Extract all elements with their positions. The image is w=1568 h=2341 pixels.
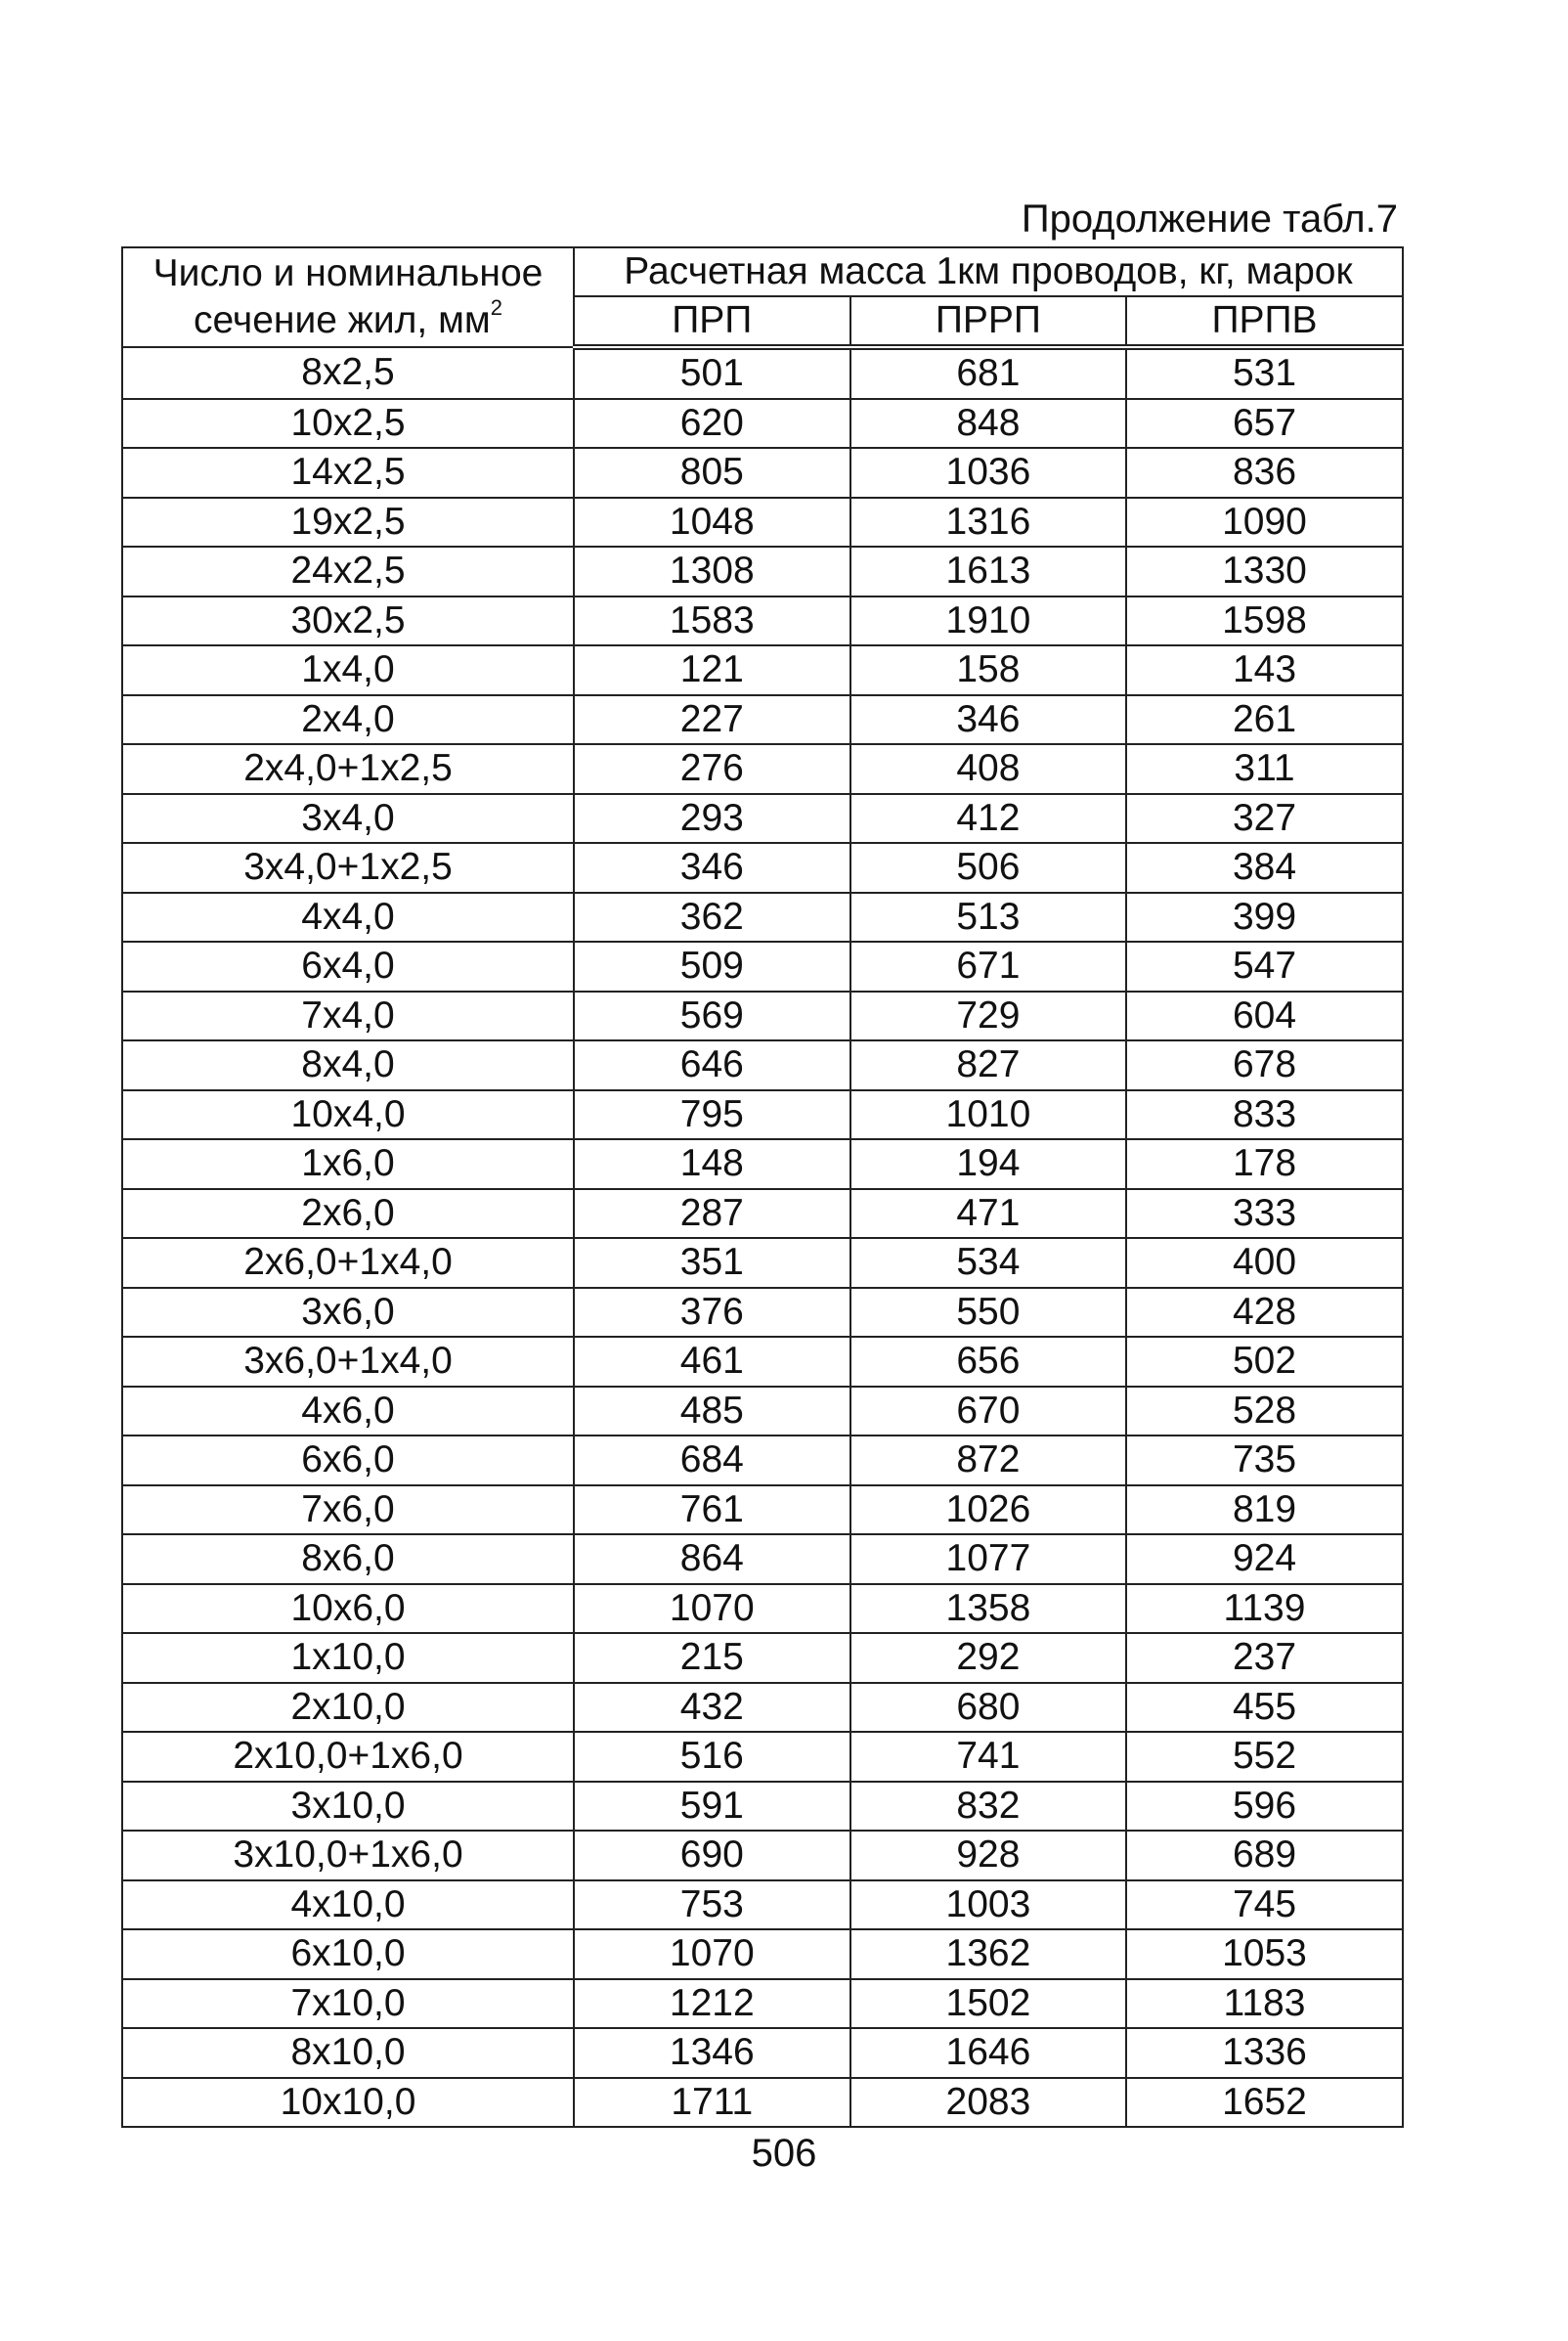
table-row <box>122 1387 1403 1436</box>
prpv-mass-cell: 1598 <box>1126 596 1403 646</box>
brand-header-prpv: ПРПВ <box>1126 296 1403 347</box>
table-row <box>122 1485 1403 1535</box>
prrp-mass-cell: 1613 <box>850 547 1127 596</box>
prp-mass-cell: 684 <box>574 1436 850 1485</box>
brand-header-prp: ПРП <box>574 296 850 347</box>
prrp-mass-cell: 1026 <box>850 1485 1127 1535</box>
table-row <box>122 1090 1403 1140</box>
prrp-mass-cell: 1316 <box>850 498 1127 548</box>
prpv-mass-cell: 833 <box>1126 1090 1403 1140</box>
header-row-main <box>122 247 1403 296</box>
prrp-mass-cell: 1646 <box>850 2028 1127 2078</box>
wire-mass-table <box>121 246 1404 2128</box>
section-cell: 3х6,0+1х4,0 <box>122 1337 574 1387</box>
table-row <box>122 2028 1403 2078</box>
section-cell: 8х10,0 <box>122 2028 574 2078</box>
prpv-mass-cell: 455 <box>1126 1683 1403 1733</box>
table-row <box>122 498 1403 548</box>
prp-mass-cell: 346 <box>574 843 850 893</box>
prrp-mass-cell: 471 <box>850 1189 1127 1239</box>
prp-mass-cell: 121 <box>574 645 850 695</box>
prpv-mass-cell: 657 <box>1126 399 1403 449</box>
prrp-mass-cell: 158 <box>850 645 1127 695</box>
table-body <box>122 347 1403 2127</box>
prpv-mass-cell: 689 <box>1126 1831 1403 1880</box>
table-row <box>122 645 1403 695</box>
table-row <box>122 399 1403 449</box>
section-cell: 24х2,5 <box>122 547 574 596</box>
section-cell: 2х10,0 <box>122 1683 574 1733</box>
prpv-mass-cell: 547 <box>1126 942 1403 992</box>
section-cell: 6х10,0 <box>122 1929 574 1979</box>
prp-mass-cell: 485 <box>574 1387 850 1436</box>
section-cell: 8х4,0 <box>122 1040 574 1090</box>
prpv-mass-cell: 428 <box>1126 1288 1403 1338</box>
prpv-mass-cell: 143 <box>1126 645 1403 695</box>
table-row <box>122 347 1403 399</box>
prpv-mass-cell: 745 <box>1126 1880 1403 1930</box>
prrp-mass-cell: 408 <box>850 744 1127 794</box>
prp-mass-cell: 351 <box>574 1238 850 1288</box>
prrp-mass-cell: 534 <box>850 1238 1127 1288</box>
section-cell: 3х4,0 <box>122 794 574 844</box>
table-row <box>122 1288 1403 1338</box>
prpv-mass-cell: 178 <box>1126 1139 1403 1189</box>
prpv-mass-cell: 1139 <box>1126 1584 1403 1634</box>
prrp-mass-cell: 872 <box>850 1436 1127 1485</box>
section-column-header <box>122 247 574 347</box>
section-cell: 1х6,0 <box>122 1139 574 1189</box>
table-row <box>122 2078 1403 2128</box>
prpv-mass-cell: 819 <box>1126 1485 1403 1535</box>
section-cell: 2х4,0 <box>122 695 574 745</box>
table-row <box>122 1534 1403 1584</box>
prp-mass-cell: 432 <box>574 1683 850 1733</box>
section-cell: 3х10,0 <box>122 1782 574 1832</box>
section-cell: 2х10,0+1х6,0 <box>122 1732 574 1782</box>
table-row <box>122 596 1403 646</box>
prp-mass-cell: 287 <box>574 1189 850 1239</box>
prp-mass-cell: 1583 <box>574 596 850 646</box>
prrp-mass-cell: 346 <box>850 695 1127 745</box>
section-cell: 8х6,0 <box>122 1534 574 1584</box>
prrp-mass-cell: 1502 <box>850 1979 1127 2029</box>
prpv-mass-cell: 1336 <box>1126 2028 1403 2078</box>
section-cell: 8х2,5 <box>122 347 574 399</box>
prrp-mass-cell: 848 <box>850 399 1127 449</box>
prp-mass-cell: 227 <box>574 695 850 745</box>
prp-mass-cell: 864 <box>574 1534 850 1584</box>
prp-mass-cell: 753 <box>574 1880 850 1930</box>
section-cell: 4х4,0 <box>122 893 574 943</box>
prp-mass-cell: 1048 <box>574 498 850 548</box>
prpv-mass-cell: 384 <box>1126 843 1403 893</box>
prpv-mass-cell: 333 <box>1126 1189 1403 1239</box>
brand-header-prrp: ПРРП <box>850 296 1127 347</box>
section-cell: 4х10,0 <box>122 1880 574 1930</box>
table-row <box>122 1732 1403 1782</box>
prpv-mass-cell: 400 <box>1126 1238 1403 1288</box>
prrp-mass-cell: 656 <box>850 1337 1127 1387</box>
prp-mass-cell: 215 <box>574 1633 850 1683</box>
table-row <box>122 893 1403 943</box>
table-row <box>122 1337 1403 1387</box>
section-cell: 10х10,0 <box>122 2078 574 2128</box>
section-cell: 7х10,0 <box>122 1979 574 2029</box>
section-cell: 3х4,0+1х2,5 <box>122 843 574 893</box>
section-cell: 19х2,5 <box>122 498 574 548</box>
prpv-mass-cell: 528 <box>1126 1387 1403 1436</box>
prpv-mass-cell: 531 <box>1126 347 1403 399</box>
prpv-mass-cell: 678 <box>1126 1040 1403 1090</box>
prpv-mass-cell: 604 <box>1126 992 1403 1041</box>
prrp-mass-cell: 1003 <box>850 1880 1127 1930</box>
table-row <box>122 1040 1403 1090</box>
prp-mass-cell: 569 <box>574 992 850 1041</box>
prp-mass-cell: 1070 <box>574 1584 850 1634</box>
section-cell: 2х6,0+1х4,0 <box>122 1238 574 1288</box>
section-cell: 10х6,0 <box>122 1584 574 1634</box>
table-row <box>122 695 1403 745</box>
prp-mass-cell: 461 <box>574 1337 850 1387</box>
prrp-mass-cell: 1910 <box>850 596 1127 646</box>
prpv-mass-cell: 261 <box>1126 695 1403 745</box>
section-cell: 1х4,0 <box>122 645 574 695</box>
prpv-mass-cell: 237 <box>1126 1633 1403 1683</box>
section-cell: 10х2,5 <box>122 399 574 449</box>
table-header <box>122 247 1403 347</box>
prrp-mass-cell: 928 <box>850 1831 1127 1880</box>
page-number: 506 <box>751 2132 817 2175</box>
prp-mass-cell: 1070 <box>574 1929 850 1979</box>
prrp-mass-cell: 827 <box>850 1040 1127 1090</box>
table-row <box>122 744 1403 794</box>
table-row <box>122 1979 1403 2029</box>
prrp-mass-cell: 194 <box>850 1139 1127 1189</box>
table-row <box>122 942 1403 992</box>
table-row <box>122 1584 1403 1634</box>
prrp-mass-cell: 513 <box>850 893 1127 943</box>
prrp-mass-cell: 670 <box>850 1387 1127 1436</box>
section-cell: 6х6,0 <box>122 1436 574 1485</box>
prpv-mass-cell: 1053 <box>1126 1929 1403 1979</box>
prrp-mass-cell: 292 <box>850 1633 1127 1683</box>
prrp-mass-cell: 729 <box>850 992 1127 1041</box>
prpv-mass-cell: 596 <box>1126 1782 1403 1832</box>
table-caption: Продолжение табл.7 <box>1021 198 1398 241</box>
prrp-mass-cell: 680 <box>850 1683 1127 1733</box>
prpv-mass-cell: 1183 <box>1126 1979 1403 2029</box>
prp-mass-cell: 516 <box>574 1732 850 1782</box>
prp-mass-cell: 501 <box>574 347 850 399</box>
prpv-mass-cell: 1090 <box>1126 498 1403 548</box>
prp-mass-cell: 1346 <box>574 2028 850 2078</box>
prpv-mass-cell: 311 <box>1126 744 1403 794</box>
table-row <box>122 448 1403 498</box>
section-cell: 3х10,0+1х6,0 <box>122 1831 574 1880</box>
prp-mass-cell: 293 <box>574 794 850 844</box>
table-row <box>122 992 1403 1041</box>
section-cell: 30х2,5 <box>122 596 574 646</box>
prp-mass-cell: 761 <box>574 1485 850 1535</box>
prrp-mass-cell: 412 <box>850 794 1127 844</box>
prp-mass-cell: 376 <box>574 1288 850 1338</box>
prp-mass-cell: 690 <box>574 1831 850 1880</box>
prp-mass-cell: 362 <box>574 893 850 943</box>
prrp-mass-cell: 1036 <box>850 448 1127 498</box>
prp-mass-cell: 591 <box>574 1782 850 1832</box>
prpv-mass-cell: 327 <box>1126 794 1403 844</box>
prp-mass-cell: 805 <box>574 448 850 498</box>
section-cell: 14х2,5 <box>122 448 574 498</box>
section-cell: 6х4,0 <box>122 942 574 992</box>
prrp-mass-cell: 1077 <box>850 1534 1127 1584</box>
section-header-line1: Число и номинальное <box>152 252 544 294</box>
prrp-mass-cell: 741 <box>850 1732 1127 1782</box>
table-row <box>122 1782 1403 1832</box>
mass-column-header: Расчетная масса 1км проводов, кг, марок <box>574 247 1403 296</box>
table-row <box>122 843 1403 893</box>
prp-mass-cell: 509 <box>574 942 850 992</box>
section-cell: 10х4,0 <box>122 1090 574 1140</box>
table-row <box>122 1929 1403 1979</box>
prpv-mass-cell: 502 <box>1126 1337 1403 1387</box>
prpv-mass-cell: 924 <box>1126 1534 1403 1584</box>
table-row <box>122 547 1403 596</box>
prpv-mass-cell: 1330 <box>1126 547 1403 596</box>
table-row <box>122 1189 1403 1239</box>
prpv-mass-cell: 399 <box>1126 893 1403 943</box>
table-row <box>122 794 1403 844</box>
prrp-mass-cell: 2083 <box>850 2078 1127 2128</box>
prrp-mass-cell: 550 <box>850 1288 1127 1338</box>
prrp-mass-cell: 506 <box>850 843 1127 893</box>
section-cell: 3х6,0 <box>122 1288 574 1338</box>
section-cell: 1х10,0 <box>122 1633 574 1683</box>
prp-mass-cell: 1711 <box>574 2078 850 2128</box>
section-cell: 7х6,0 <box>122 1485 574 1535</box>
prp-mass-cell: 148 <box>574 1139 850 1189</box>
prpv-mass-cell: 1652 <box>1126 2078 1403 2128</box>
prpv-mass-cell: 552 <box>1126 1732 1403 1782</box>
table-row <box>122 1633 1403 1683</box>
table-row <box>122 1436 1403 1485</box>
table-row <box>122 1831 1403 1880</box>
section-header-superscript: 2 <box>490 295 502 320</box>
section-cell: 7х4,0 <box>122 992 574 1041</box>
section-cell: 2х4,0+1х2,5 <box>122 744 574 794</box>
prpv-mass-cell: 735 <box>1126 1436 1403 1485</box>
prp-mass-cell: 795 <box>574 1090 850 1140</box>
prpv-mass-cell: 836 <box>1126 448 1403 498</box>
prp-mass-cell: 1308 <box>574 547 850 596</box>
table-row <box>122 1880 1403 1930</box>
prrp-mass-cell: 1010 <box>850 1090 1127 1140</box>
prp-mass-cell: 646 <box>574 1040 850 1090</box>
section-cell: 4х6,0 <box>122 1387 574 1436</box>
prrp-mass-cell: 1362 <box>850 1929 1127 1979</box>
prrp-mass-cell: 671 <box>850 942 1127 992</box>
table-row <box>122 1139 1403 1189</box>
prrp-mass-cell: 832 <box>850 1782 1127 1832</box>
section-cell: 2х6,0 <box>122 1189 574 1239</box>
prp-mass-cell: 1212 <box>574 1979 850 2029</box>
table-row <box>122 1238 1403 1288</box>
table-row <box>122 1683 1403 1733</box>
prrp-mass-cell: 1358 <box>850 1584 1127 1634</box>
prp-mass-cell: 620 <box>574 399 850 449</box>
section-header-line2: сечение жил, мм <box>194 299 491 341</box>
prrp-mass-cell: 681 <box>850 347 1127 399</box>
prp-mass-cell: 276 <box>574 744 850 794</box>
